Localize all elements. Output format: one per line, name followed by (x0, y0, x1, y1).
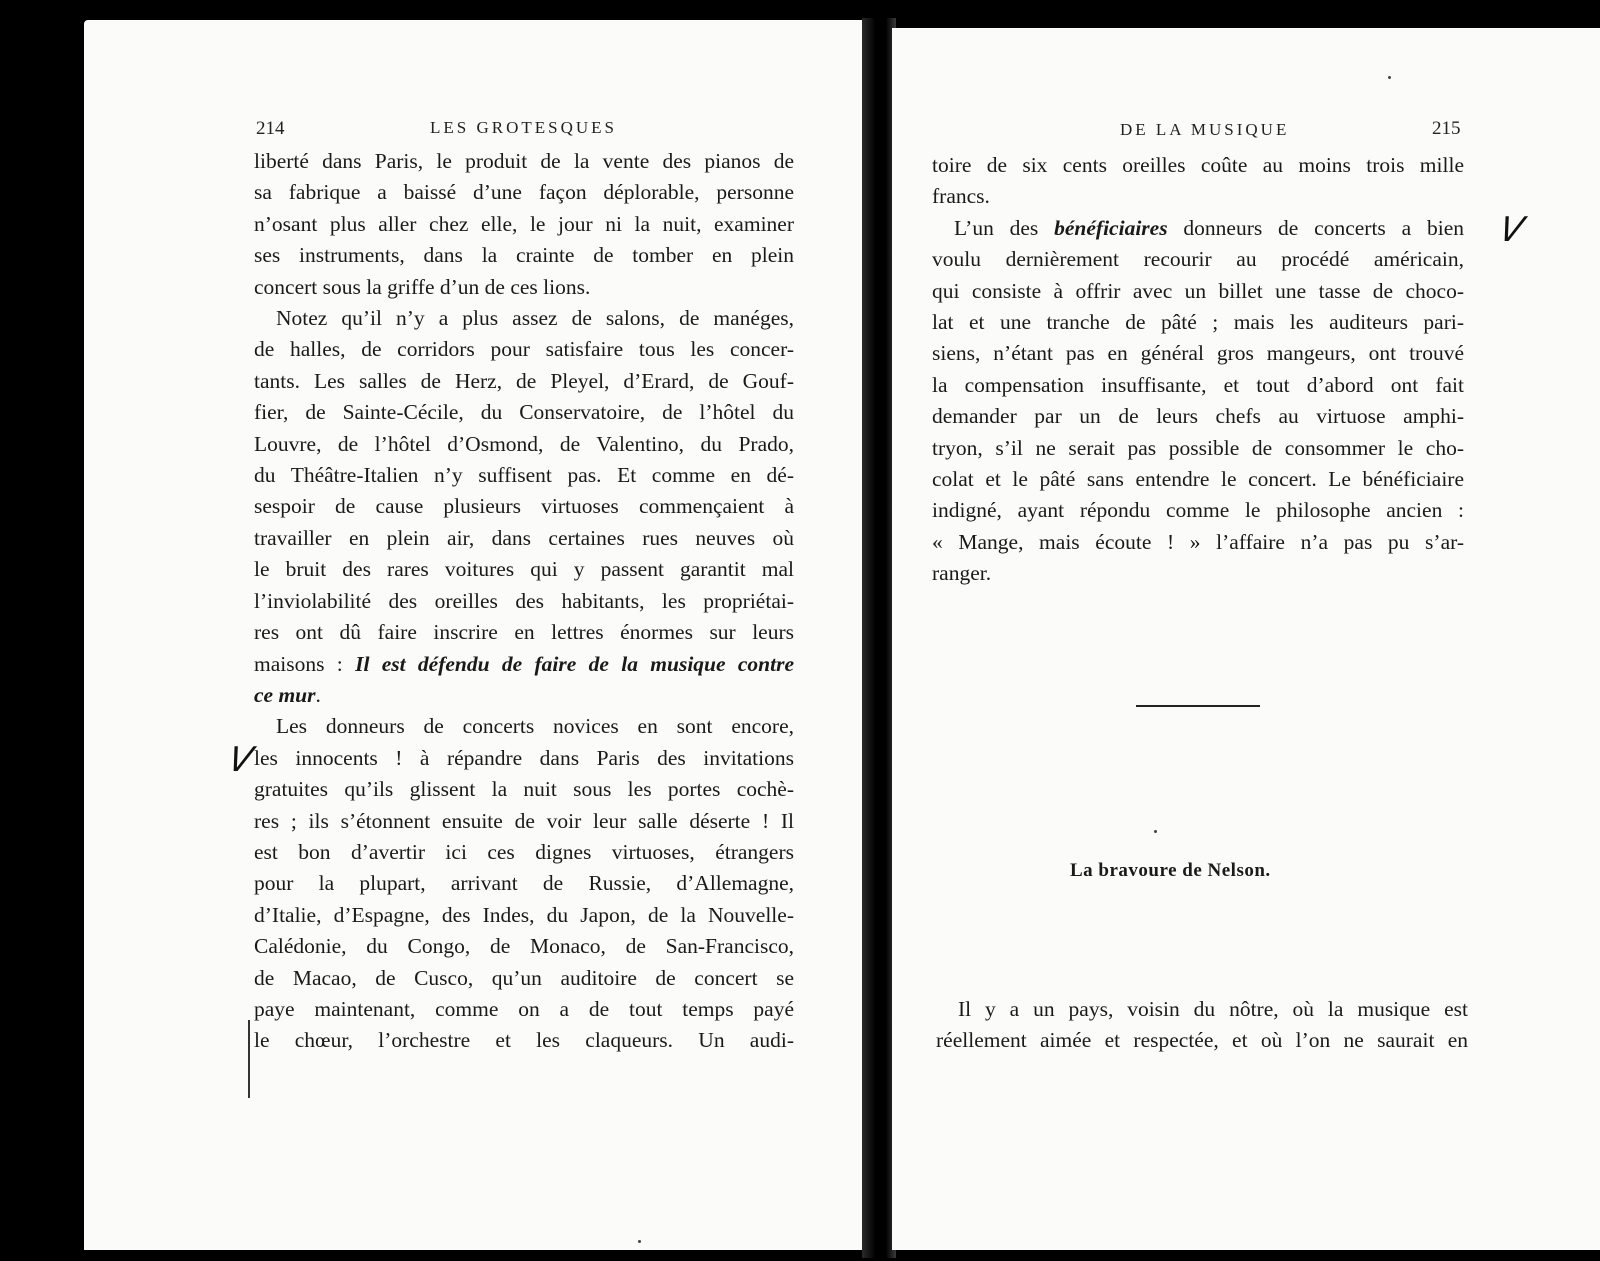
text-run: gratuites qu’ils glissent la nuit sous les portes cochè- (254, 777, 794, 802)
text-line (254, 491, 794, 522)
text-run: tryon, s’il ne serait pas possible de consommer le cho- (932, 435, 1464, 460)
section-rule (1136, 705, 1260, 707)
text-run: concert sous la griffe d’un de ces lions. (254, 274, 591, 299)
text-line (932, 181, 1464, 212)
text-line (254, 209, 794, 240)
text-line (932, 433, 1464, 464)
text-run: n’osant plus aller chez elle, le jour ni la nuit, examiner (254, 211, 794, 236)
text-line (932, 558, 1464, 589)
text-run: liberté dans Paris, le produit de la vente des pianos de (254, 149, 794, 173)
text-run: ses instruments, dans la crainte de tomber en plein (254, 243, 794, 268)
text-line (254, 272, 794, 303)
text-run: du Théâtre-Italien n’y suffisent pas. Et comme en dé- (254, 463, 794, 488)
text-line (254, 554, 794, 585)
text-line (254, 303, 794, 334)
book-spine (862, 18, 896, 1258)
text-line (254, 963, 794, 994)
text-run: fier, de Sainte-Cécile, du Conservatoire, de l’hôtel du (254, 400, 794, 425)
left-page (84, 20, 874, 1250)
text-line (254, 146, 794, 177)
text-line (254, 334, 794, 365)
text-run: travailler en plein air, dans certaines rues neuves où (254, 525, 794, 550)
check-mark-right: V (1495, 210, 1528, 250)
text-run: ranger. (932, 561, 992, 586)
text-run: qui consiste à offrir avec un billet une tasse de choco- (932, 278, 1464, 303)
text-run: tants. Les salles de Herz, de Pleyel, d’Erard, de Gouf- (254, 368, 794, 393)
text-run: siens, n’étant pas en général gros mangeurs, ont trouvé (932, 341, 1464, 366)
text-run: res ont dû faire inscrire en lettres énormes sur leurs (254, 620, 794, 645)
text-run: d’Italie, d’Espagne, des Indes, du Japon, de la Nouvelle- (254, 902, 794, 927)
text-line (254, 617, 794, 648)
italic-run: ce mur (254, 682, 316, 707)
text-line (254, 586, 794, 617)
text-line (254, 366, 794, 397)
right-page (892, 28, 1600, 1250)
text-line (254, 649, 794, 680)
text-line (932, 150, 1464, 181)
page-number: 214 (256, 118, 285, 139)
text-run: le bruit des rares voitures qui y passent garantit mal (254, 557, 794, 582)
text-line (932, 527, 1464, 558)
text-run: Notez qu’il n’y a plus assez de salons, de manéges, (276, 306, 794, 331)
page-speck (638, 1240, 641, 1243)
text-line (932, 338, 1464, 369)
text-line (936, 1025, 1468, 1056)
text-run: Louvre, de l’hôtel d’Osmond, de Valentino, du Prado, (254, 431, 794, 456)
page-number: 215 (1432, 118, 1461, 139)
text-line (932, 213, 1464, 244)
text-line (254, 868, 794, 899)
text-line (932, 401, 1464, 432)
text-run: toire de six cents oreilles coûte au moins trois mille (932, 153, 1464, 177)
text-run: « Mange, mais écoute ! » l’affaire n’a pas pu s’ar- (932, 529, 1464, 554)
text-line (254, 240, 794, 271)
text-run: sespoir de cause plusieurs virtuoses commençaient à (254, 494, 794, 519)
section-body-text (936, 994, 1468, 1057)
text-line (254, 837, 794, 868)
text-line (254, 774, 794, 805)
text-line (254, 397, 794, 428)
text-line (254, 994, 794, 1025)
running-head: DE LA MUSIQUE (1120, 120, 1290, 139)
text-run: Les donneurs de concerts novices en sont encore, (276, 714, 794, 739)
check-mark-left: V (224, 740, 257, 780)
text-line (254, 429, 794, 460)
text-line (254, 460, 794, 491)
text-run: de Macao, de Cusco, qu’un auditoire de concert se (254, 965, 794, 990)
text-run: L’un des (954, 215, 1055, 240)
body-text (254, 146, 794, 1057)
text-line (932, 276, 1464, 307)
text-line (254, 931, 794, 962)
text-line (932, 307, 1464, 338)
text-line (254, 711, 794, 742)
text-line (254, 523, 794, 554)
text-run: lat et une tranche de pâté ; mais les auditeurs pari- (932, 310, 1464, 335)
text-line (254, 1025, 794, 1056)
section-title: La bravoure de Nelson. (1070, 860, 1271, 881)
italic-run: Il est défendu de faire de la musique contre (342, 651, 794, 676)
text-run: demander par un de leurs chefs au virtuose amphi- (932, 404, 1464, 429)
text-line (254, 680, 794, 711)
text-run: indigné, ayant répondu comme le philosophe ancien : (932, 498, 1464, 523)
text-line (254, 743, 794, 774)
text-run: l’inviolabilité des oreilles des habitants, les propriétai- (254, 588, 794, 613)
text-run: pour la plupart, arrivant de Russie, d’Allemagne, (254, 871, 794, 896)
text-run: est bon d’avertir ici ces dignes virtuoses, étrangers (254, 839, 794, 864)
text-run: francs. (932, 184, 990, 209)
page-speck (1388, 76, 1391, 79)
body-text (932, 150, 1464, 590)
text-line (932, 495, 1464, 526)
text-run: sa fabrique a baissé d’une façon déplorable, personne (254, 180, 794, 205)
text-line (254, 806, 794, 837)
text-run: paye maintenant, comme on a de tout temps payé (254, 996, 794, 1021)
page-speck (1154, 830, 1157, 833)
text-line (932, 244, 1464, 275)
text-run: maisons : (254, 651, 343, 676)
text-run: les innocents ! à répandre dans Paris des invitations (254, 745, 794, 770)
text-run: Calédonie, du Congo, de Monaco, de San-Francisco, (254, 934, 794, 959)
text-run: donneurs de concerts a bien (1167, 215, 1464, 240)
text-line (254, 900, 794, 931)
text-run: colat et le pâté sans entendre le concert. Le bénéficiaire (932, 467, 1464, 492)
text-run: voulu dernièrement recourir au procédé américain, (932, 247, 1464, 272)
text-run: la compensation insuffisante, et tout d’abord ont fait (932, 372, 1464, 397)
text-run: res ; ils s’étonnent ensuite de voir leur salle déserte ! Il (254, 808, 794, 833)
text-run: réellement aimée et respectée, et où l’on ne saurait en (936, 1028, 1468, 1053)
text-line (932, 370, 1464, 401)
text-run: le chœur, l’orchestre et les claqueurs. Un audi- (254, 1028, 794, 1053)
text-run: de halles, de corridors pour satisfaire tous les concer- (254, 337, 794, 362)
italic-run: bénéficiaires (1054, 215, 1168, 240)
text-run: . (315, 682, 321, 707)
running-head: LES GROTESQUES (430, 118, 617, 137)
text-line (932, 464, 1464, 495)
text-line (936, 994, 1468, 1025)
text-run: Il y a un pays, voisin du nôtre, où la musique est (958, 997, 1468, 1021)
text-line (254, 177, 794, 208)
margin-mark (248, 1020, 250, 1098)
